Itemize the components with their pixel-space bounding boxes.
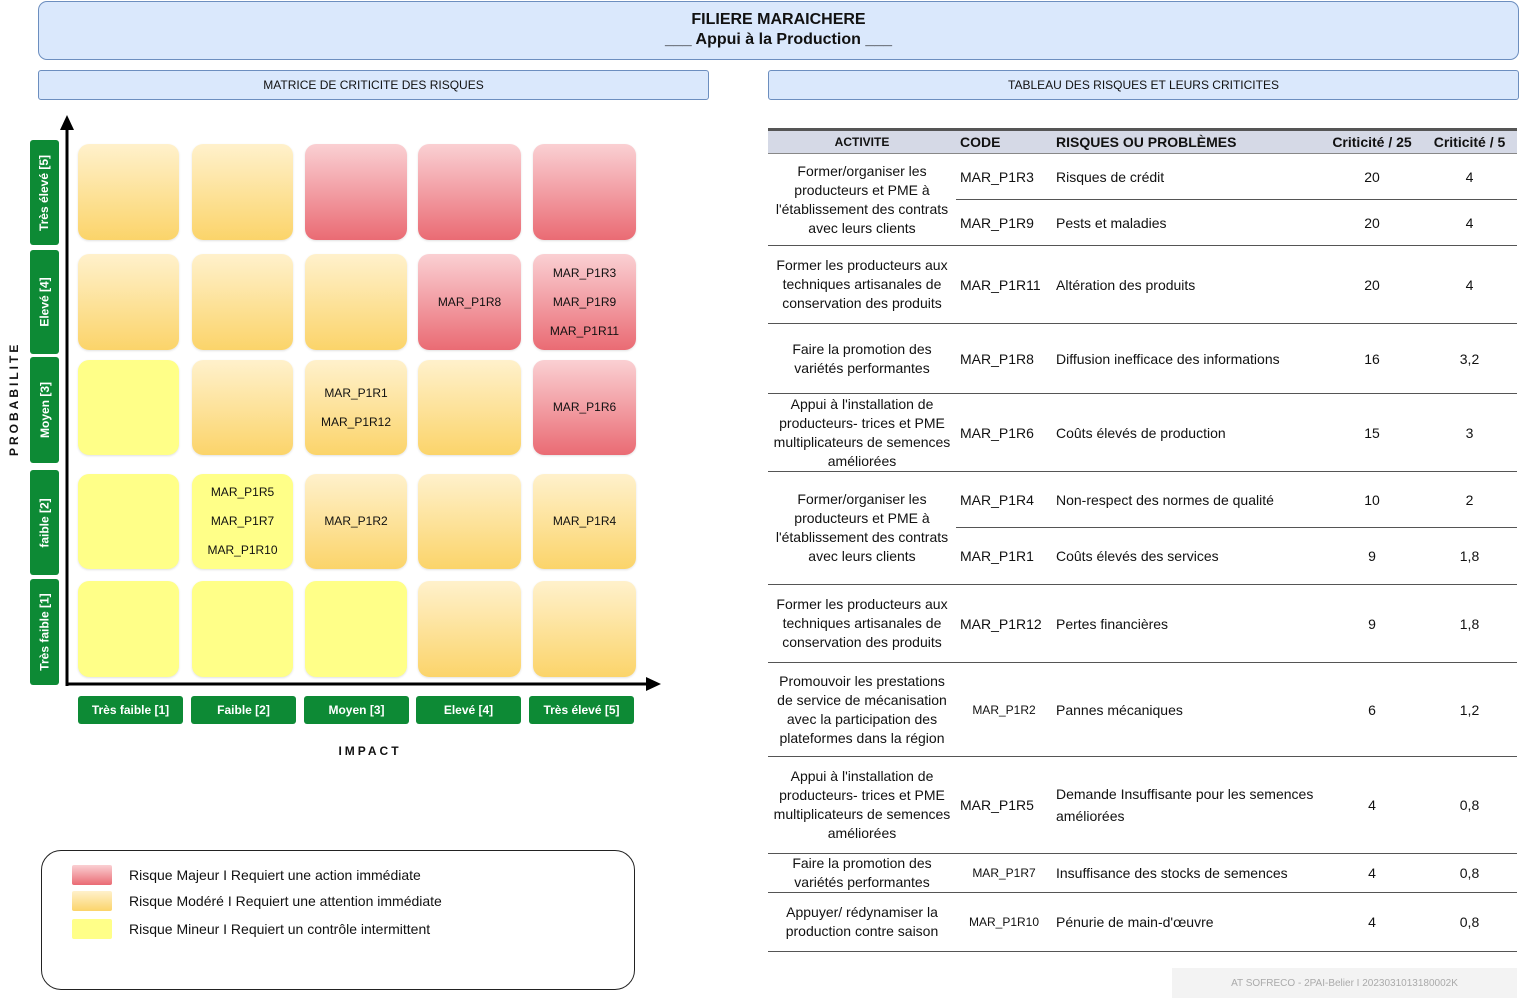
criticite-5-cell: 1,2	[1422, 663, 1517, 757]
criticite-5-cell: 0,8	[1422, 893, 1517, 952]
risk-code-label: MAR_P1R12	[320, 414, 392, 429]
y-level-text: Elevé [4]	[37, 277, 52, 327]
risk-code-label: MAR_P1R7	[210, 514, 275, 528]
col-header-criticite-5: Criticité / 5	[1422, 130, 1517, 154]
x-level-label: Moyen [3]	[304, 696, 409, 724]
code-cell: MAR_P1R9	[956, 200, 1052, 246]
risk-cell: Risques de crédit	[1052, 154, 1322, 200]
activity-cell: Faire la promotion des variétés performantes	[768, 854, 956, 893]
col-header-code: CODE	[956, 130, 1052, 154]
legend-label-minor: Risque Mineur I Requiert un contrôle intermittent	[129, 921, 431, 937]
legend-swatch-major	[72, 865, 112, 885]
legend-label-moderate: Risque Modéré I Requiert une attention immédiate	[129, 893, 442, 909]
code-cell: MAR_P1R7	[956, 854, 1052, 893]
x-level-label: Elevé [4]	[416, 696, 521, 724]
footer-note: AT SOFRECO - 2PAI-Belier I 2023031013180002K	[1172, 968, 1517, 998]
code-cell: MAR_P1R3	[956, 154, 1052, 200]
activity-cell: Promouvoir les prestations de service de mécanisation avec la participation des plateformes dans la région	[768, 663, 956, 757]
table-row	[768, 757, 1517, 854]
x-level-label: Faible [2]	[191, 696, 296, 724]
criticite-5-cell: 1,8	[1422, 585, 1517, 663]
page-title: FILIERE MARAICHERE	[691, 11, 866, 28]
criticite-5-cell: 0,8	[1422, 757, 1517, 854]
criticite-25-cell: 20	[1322, 154, 1422, 200]
criticite-25-cell: 20	[1322, 200, 1422, 246]
code-cell: MAR_P1R1	[956, 528, 1052, 585]
table-row	[768, 394, 1517, 472]
legend-label-major: Risque Majeur I Requiert une action immédiate	[129, 867, 421, 883]
risk-cell: Non-respect des normes de qualité	[1052, 472, 1322, 528]
criticite-5-cell: 4	[1422, 200, 1517, 246]
y-level-text: Moyen [3]	[37, 381, 52, 439]
criticite-25-cell: 9	[1322, 585, 1422, 663]
criticite-25-cell: 20	[1322, 246, 1422, 324]
y-axis-title: PROBABILITE	[7, 341, 21, 456]
y-level-text: Très faible [1]	[37, 593, 52, 671]
table-heading: TABLEAU DES RISQUES ET LEURS CRITICITES	[768, 70, 1519, 100]
x-axis-arrow	[646, 677, 661, 691]
code-cell: MAR_P1R12	[956, 585, 1052, 663]
table-row	[768, 154, 1517, 200]
risk-code-label: MAR_P1R1	[324, 385, 388, 400]
col-header-activity: ACTIVITE	[768, 130, 956, 154]
criticite-25-cell: 4	[1322, 757, 1422, 854]
risk-cell: Altération des produits	[1052, 246, 1322, 324]
legend	[41, 850, 635, 990]
risk-code-label: MAR_P1R11	[549, 323, 620, 338]
table-row	[768, 246, 1517, 324]
activity-cell: Faire la promotion des variétés performantes	[768, 324, 956, 394]
criticite-5-cell: 2	[1422, 472, 1517, 528]
code-cell: MAR_P1R11	[956, 246, 1052, 324]
code-cell: MAR_P1R8	[956, 324, 1052, 394]
y-level-text: faible [2]	[37, 497, 52, 548]
activity-cell: Former/organiser les producteurs et PME à l'établissement des contrats avec leurs clients	[768, 154, 956, 246]
legend-swatch-moderate	[72, 891, 112, 911]
table-row	[768, 893, 1517, 952]
code-cell: MAR_P1R6	[956, 394, 1052, 472]
risk-code-label: MAR_P1R4	[552, 514, 617, 528]
risk-cell: Pertes financières	[1052, 585, 1322, 663]
y-axis-arrow	[60, 115, 74, 130]
risk-cell: Pénurie de main-d'œuvre	[1052, 893, 1322, 952]
legend-item-minor	[72, 919, 430, 939]
risk-cell: Coûts élevés des services	[1052, 528, 1322, 585]
risk-code-label: MAR_P1R6	[552, 400, 617, 414]
criticite-5-cell: 4	[1422, 154, 1517, 200]
risk-code-label: MAR_P1R5	[210, 485, 275, 499]
activity-cell: Former les producteurs aux techniques artisanales de conservation des produits	[768, 246, 956, 324]
matrix-axes	[0, 0, 720, 800]
col-header-criticite-25: Criticité / 25	[1322, 130, 1422, 154]
activity-cell: Former les producteurs aux techniques artisanales de conservation des produits	[768, 585, 956, 663]
table-row	[768, 324, 1517, 394]
table-row	[768, 472, 1517, 528]
activity-cell: Appui à l'installation de producteurs- trices et PME multiplicateurs de semences améliorées	[768, 757, 956, 854]
legend-swatch-minor	[72, 919, 112, 939]
risk-cell: Pests et maladies	[1052, 200, 1322, 246]
criticite-25-cell: 9	[1322, 528, 1422, 585]
criticite-5-cell: 1,8	[1422, 528, 1517, 585]
table-header-row	[768, 130, 1517, 154]
criticite-5-cell: 0,8	[1422, 854, 1517, 893]
risk-cell: Pannes mécaniques	[1052, 663, 1322, 757]
criticite-25-cell: 6	[1322, 663, 1422, 757]
col-header-risk: RISQUES OU PROBLÈMES	[1052, 130, 1322, 154]
risk-code-label: MAR_P1R10	[207, 543, 278, 557]
legend-item-moderate	[72, 891, 442, 911]
criticite-25-cell: 16	[1322, 324, 1422, 394]
criticite-25-cell: 4	[1322, 893, 1422, 952]
activity-cell: Former/organiser les producteurs et PME à l'établissement des contrats avec leurs clients	[768, 472, 956, 585]
risk-code-label: MAR_P1R3	[552, 265, 617, 280]
y-level-text: Très élevé [5]	[37, 154, 52, 231]
criticite-25-cell: 4	[1322, 854, 1422, 893]
table-row	[768, 854, 1517, 893]
table-row	[768, 585, 1517, 663]
legend-item-major	[72, 865, 421, 885]
risk-cell: Diffusion inefficace des informations	[1052, 324, 1322, 394]
matrix-heading: MATRICE DE CRITICITE DES RISQUES	[38, 70, 709, 100]
table-row	[768, 663, 1517, 757]
criticite-5-cell: 3	[1422, 394, 1517, 472]
code-cell: MAR_P1R4	[956, 472, 1052, 528]
activity-cell: Appui à l'installation de producteurs- trices et PME multiplicateurs de semences améliorées	[768, 394, 956, 472]
x-axis-title: IMPACT	[338, 744, 402, 758]
code-cell: MAR_P1R2	[956, 663, 1052, 757]
x-level-label: Très élevé [5]	[529, 696, 634, 724]
criticite-5-cell: 3,2	[1422, 324, 1517, 394]
risk-code-label: MAR_P1R2	[324, 514, 388, 528]
code-cell: MAR_P1R5	[956, 757, 1052, 854]
criticite-5-cell: 4	[1422, 246, 1517, 324]
page-subtitle: ___ Appui à la Production ___	[664, 31, 893, 48]
risk-code-label: MAR_P1R9	[552, 294, 617, 309]
risk-cell: Coûts élevés de production	[1052, 394, 1322, 472]
risk-code-label: MAR_P1R8	[437, 294, 502, 309]
activity-cell: Appuyer/ rédynamiser la production contre saison	[768, 893, 956, 952]
risk-cell: Demande Insuffisante pour les semences améliorées	[1052, 757, 1322, 854]
criticite-25-cell: 15	[1322, 394, 1422, 472]
criticite-25-cell: 10	[1322, 472, 1422, 528]
risk-table-body	[768, 154, 1517, 952]
risk-cell: Insuffisance des stocks de semences	[1052, 854, 1322, 893]
code-cell: MAR_P1R10	[956, 893, 1052, 952]
risk-table	[768, 128, 1517, 952]
x-level-label: Très faible [1]	[78, 696, 183, 724]
